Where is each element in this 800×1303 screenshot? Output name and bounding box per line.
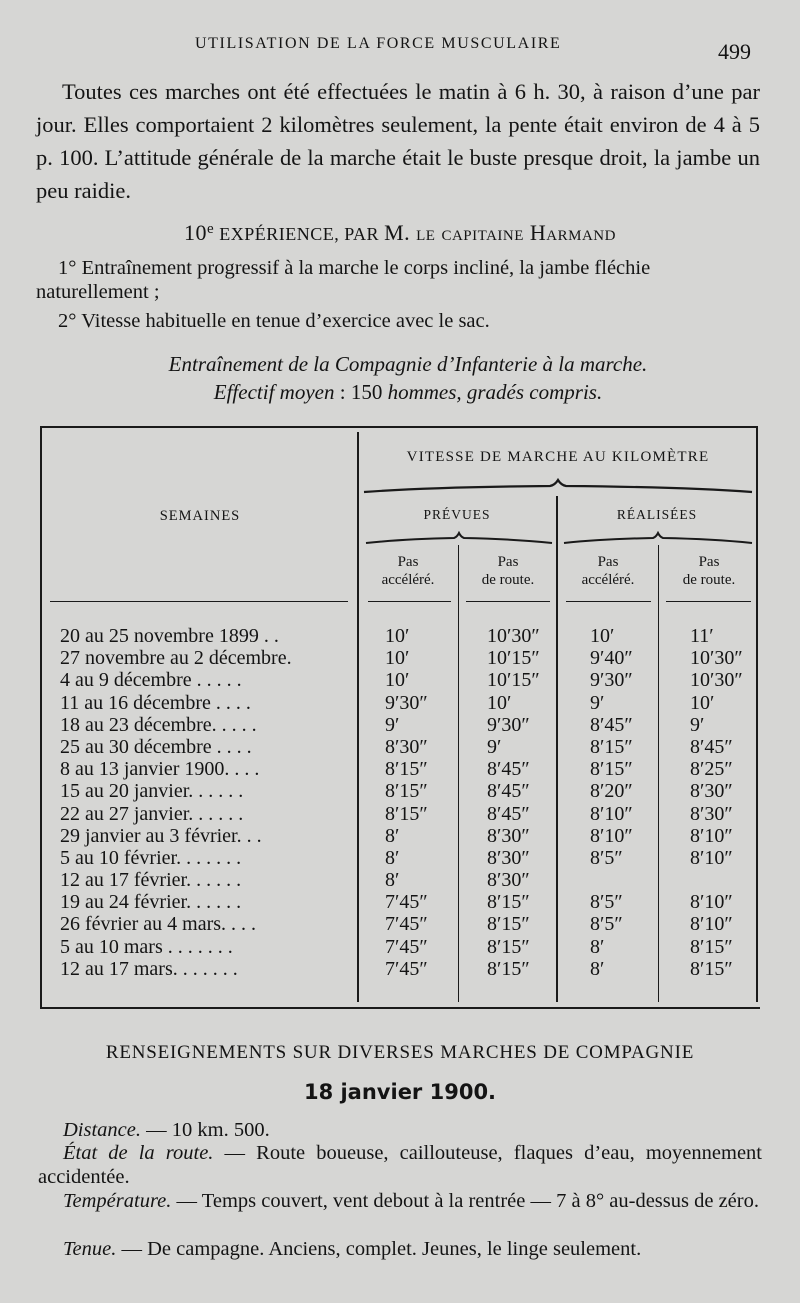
- experiment-label: EXPÉRIENCE, PAR: [214, 224, 385, 244]
- cell-real-acc: 10′: [590, 625, 615, 647]
- header-real-route: [659, 553, 759, 589]
- cell-real-route: 8′45″: [690, 735, 733, 758]
- section-date: 18 janvier 1900.: [303, 1080, 497, 1104]
- detail-text: — De campagne. Anciens, complet. Jeunes, le linge seulement.: [116, 1238, 642, 1260]
- cell-prev-acc: 8′: [385, 869, 400, 892]
- detail-label: État de la route.: [63, 1142, 214, 1164]
- cell-prev-route: 8′15″: [487, 935, 530, 958]
- cell-prev-route: 10′15″: [487, 669, 540, 692]
- cell-week: 5 au 10 février. . . . . . .: [60, 846, 242, 869]
- cell-week: 29 janvier au 3 février. . .: [60, 824, 262, 847]
- cell-week: 22 au 27 janvier. . . . . .: [60, 802, 244, 825]
- experiment-number: 10: [184, 220, 208, 245]
- cell-prev-acc: 7′45″: [385, 935, 428, 958]
- cell-prev-route: 9′: [487, 735, 502, 758]
- header-accelere: accéléré.: [381, 572, 435, 588]
- detail-temperature: [38, 1189, 762, 1213]
- cell-real-acc: 8′10″: [590, 824, 633, 847]
- list-item-2: 2° Vitesse habituelle en tenue d’exercice avec le sac.: [58, 310, 490, 332]
- cell-real-route: 8′15″: [690, 935, 733, 958]
- cell-week: 26 février au 4 mars. . . .: [60, 913, 257, 936]
- cell-week: 27 novembre au 2 décembre.: [60, 647, 292, 670]
- cell-week: 5 au 10 mars . . . . . . .: [60, 935, 233, 958]
- experiment-author: M. le capitaine Harmand: [384, 220, 616, 245]
- table-body: [0, 625, 800, 980]
- table-row: [0, 825, 800, 847]
- cell-real-acc: 8′: [590, 935, 605, 958]
- cell-prev-acc: 8′15″: [385, 802, 428, 825]
- cell-prev-acc: 10′: [385, 625, 410, 647]
- header-accelere: accéléré.: [581, 572, 635, 588]
- table-row: [0, 714, 800, 736]
- cell-real-route: 10′30″: [690, 669, 743, 692]
- table-row: [0, 758, 800, 780]
- detail-label: Distance.: [63, 1119, 141, 1141]
- cell-prev-acc: 8′30″: [385, 735, 428, 758]
- cell-real-route: 8′30″: [690, 802, 733, 825]
- cell-real-route: 8′25″: [690, 758, 733, 781]
- cell-prev-acc: 7′45″: [385, 957, 428, 980]
- table-row: [0, 913, 800, 935]
- header-pas: Pas: [497, 554, 519, 570]
- cell-week: 8 au 13 janvier 1900. . . .: [60, 758, 260, 781]
- cell-real-route: 8′10″: [690, 824, 733, 847]
- cell-real-route: 8′10″: [690, 891, 733, 914]
- cell-prev-route: 8′30″: [487, 824, 530, 847]
- cell-week: 18 au 23 décembre. . . . .: [60, 713, 257, 736]
- cell-prev-acc: 9′: [385, 713, 400, 736]
- detail-label: Tenue.: [63, 1238, 117, 1260]
- page-header: [0, 35, 800, 65]
- table-row: [0, 803, 800, 825]
- table-row: [0, 780, 800, 802]
- experiment-ordinal: e: [207, 221, 215, 237]
- cell-real-route: 8′10″: [690, 913, 733, 936]
- cell-week: 11 au 16 décembre . . . .: [60, 691, 251, 714]
- detail-distance: [38, 1118, 762, 1142]
- header-vitesse: VITESSE DE MARCHE AU KILOMÈTRE: [406, 449, 710, 465]
- cell-prev-route: 8′15″: [487, 891, 530, 914]
- cell-real-acc: 9′: [590, 691, 605, 714]
- header-prev-accelere: [358, 553, 458, 589]
- header-real-accelere: [557, 553, 659, 589]
- cell-prev-route: 8′45″: [487, 758, 530, 781]
- table-row: [0, 958, 800, 980]
- cell-prev-acc: 7′45″: [385, 913, 428, 936]
- table-row: [0, 669, 800, 691]
- cell-real-route: 10′30″: [690, 647, 743, 670]
- header-pas: Pas: [397, 554, 419, 570]
- cell-real-route: 9′: [690, 713, 705, 736]
- cell-real-acc: 8′45″: [590, 713, 633, 736]
- cell-real-acc: 8′5″: [590, 891, 623, 914]
- cell-week: 12 au 17 février. . . . . .: [60, 869, 242, 892]
- cell-real-acc: 8′: [590, 957, 605, 980]
- experiment-heading: [0, 220, 800, 246]
- table-caption-line2: [0, 380, 800, 405]
- detail-tenue: [38, 1237, 762, 1261]
- cell-real-acc: 8′10″: [590, 802, 633, 825]
- cell-prev-acc: 9′30″: [385, 691, 428, 714]
- brace-main: [362, 478, 754, 498]
- header-de-route: de route.: [682, 572, 736, 588]
- cell-real-route: 8′30″: [690, 780, 733, 803]
- header-realisees: RÉALISÉES: [616, 507, 698, 522]
- cell-real-route: 8′15″: [690, 957, 733, 980]
- header-pas: Pas: [698, 554, 720, 570]
- brace-realisees: [562, 531, 754, 547]
- cell-real-route: 8′10″: [690, 846, 733, 869]
- table-row: [0, 736, 800, 758]
- brace-prevues: [364, 531, 554, 547]
- table-top-rule: [40, 426, 757, 428]
- header-prevues: PRÉVUES: [423, 507, 491, 522]
- header-rule-4: [666, 601, 751, 602]
- table-row: [0, 936, 800, 958]
- cell-prev-acc: 10′: [385, 669, 410, 692]
- detail-text: — 10 km. 500.: [141, 1119, 270, 1141]
- header-prev-route: [458, 553, 558, 589]
- page-number: 499: [718, 39, 751, 64]
- table-bottom-rule: [40, 1007, 760, 1009]
- list-item-1: 1° Entraînement progressif à la marche le corps incliné, la jambe fléchie naturellement ;: [36, 257, 651, 303]
- cell-real-acc: 9′30″: [590, 669, 633, 692]
- cell-prev-acc: 8′15″: [385, 780, 428, 803]
- cell-prev-route: 9′30″: [487, 713, 530, 736]
- cell-prev-acc: 8′: [385, 846, 400, 869]
- detail-text: — Route boueuse, caillouteuse, flaques d’eau, moyennement accidentée.: [38, 1142, 762, 1188]
- cell-real-route: 10′: [690, 691, 715, 714]
- cell-prev-route: 8′45″: [487, 802, 530, 825]
- cell-week: 20 au 25 novembre 1899 . .: [60, 625, 279, 647]
- running-title: UTILISATION DE LA FORCE MUSCULAIRE: [195, 35, 562, 52]
- cell-week: 25 au 30 décembre . . . .: [60, 735, 252, 758]
- cell-week: 19 au 24 février. . . . . .: [60, 891, 242, 914]
- cell-prev-route: 10′: [487, 691, 512, 714]
- detail-route: [38, 1141, 762, 1189]
- table-caption-line1: Entraînement de la Compagnie d’Infanterie à la marche.: [168, 352, 648, 376]
- cell-prev-acc: 10′: [385, 647, 410, 670]
- cell-week: 15 au 20 janvier. . . . . .: [60, 780, 244, 803]
- cell-real-route: 11′: [690, 625, 714, 647]
- cell-prev-route: 8′15″: [487, 913, 530, 936]
- table-row: [0, 891, 800, 913]
- detail-label: Température.: [63, 1190, 172, 1212]
- cell-prev-acc: 8′15″: [385, 758, 428, 781]
- detail-text: — Temps couvert, vent debout à la rentrée — 7 à 8° au-dessus de zéro.: [171, 1190, 759, 1212]
- cell-prev-route: 10′15″: [487, 647, 540, 670]
- header-de-route: de route.: [481, 572, 535, 588]
- cell-week: 12 au 17 mars. . . . . . .: [60, 957, 238, 980]
- cell-prev-route: 8′30″: [487, 869, 530, 892]
- cell-prev-route: 8′15″: [487, 957, 530, 980]
- header-rule-1: [368, 601, 451, 602]
- cell-real-acc: 8′5″: [590, 846, 623, 869]
- intro-paragraph: Toutes ces marches ont été effectuées le matin à 6 h. 30, à raison d’une par jour. Elles comportaient 2 kilomètres seulement, la pente était environ de 4 à 5 p. 100. L’attitude générale de la marche était le buste presque droit, la jambe un peu raidie.: [36, 79, 760, 203]
- cell-prev-acc: 8′: [385, 824, 400, 847]
- cell-prev-route: 8′45″: [487, 780, 530, 803]
- cell-prev-route: 10′30″: [487, 625, 540, 647]
- caption-rest: hommes, gradés compris.: [382, 380, 603, 404]
- cell-real-acc: 8′5″: [590, 913, 623, 936]
- caption-number: 150: [350, 380, 383, 404]
- cell-week: 4 au 9 décembre . . . . .: [60, 669, 242, 692]
- cell-prev-acc: 7′45″: [385, 891, 428, 914]
- caption-colon: :: [334, 380, 351, 404]
- table-row: [0, 625, 800, 647]
- cell-real-acc: 9′40″: [590, 647, 633, 670]
- cell-prev-route: 8′30″: [487, 846, 530, 869]
- cell-real-acc: 8′15″: [590, 758, 633, 781]
- header-rule-weeks: [50, 601, 348, 602]
- header-pas: Pas: [597, 554, 619, 570]
- table-row: [0, 647, 800, 669]
- table-row: [0, 869, 800, 891]
- table-row: [0, 692, 800, 714]
- caption-effectif: Effectif moyen: [213, 380, 335, 404]
- cell-real-acc: 8′15″: [590, 735, 633, 758]
- table-row: [0, 847, 800, 869]
- header-semaines: SEMAINES: [159, 508, 241, 524]
- cell-real-acc: 8′20″: [590, 780, 633, 803]
- header-rule-2: [466, 601, 550, 602]
- header-rule-3: [566, 601, 651, 602]
- section-heading: RENSEIGNEMENTS SUR DIVERSES MARCHES DE COMPAGNIE: [105, 1042, 695, 1063]
